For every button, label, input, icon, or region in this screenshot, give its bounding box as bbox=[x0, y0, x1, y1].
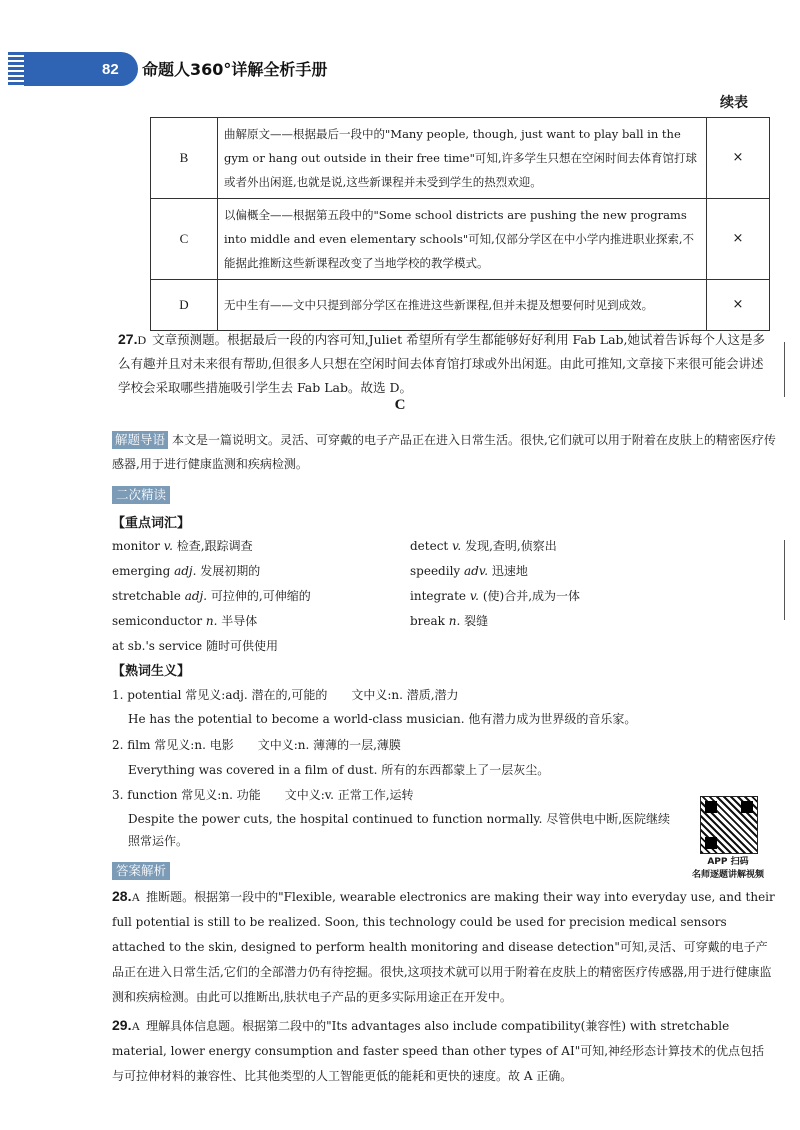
vocab-heading: 【重点词汇】 bbox=[112, 516, 191, 531]
meaning-head: 3. function 常见义:n. 功能 文中义:v. 正常工作,运转 bbox=[112, 788, 414, 802]
margin-rule bbox=[784, 540, 785, 620]
question-answer: A bbox=[131, 1019, 141, 1033]
question-number: 28. bbox=[112, 888, 132, 904]
book-title: 命题人360°详解全析手册 bbox=[142, 60, 328, 79]
question-answer: D bbox=[137, 333, 147, 347]
vocab-item: detect v. 发现,查明,侦察出 bbox=[410, 539, 557, 553]
meaning-example: Everything was covered in a film of dust. 所有的东西都蒙上了一层灰尘。 bbox=[128, 763, 550, 777]
vocab-item: speedily adv. 迅速地 bbox=[410, 564, 528, 578]
question-explanation: 理解具体信息题。根据第二段中的"Its advantages also include compatibility(兼容性) with stretchable material, lower energy consumption and faster speed than other types of AI"可知,神经形态计算技术的优点包括与可拉伸材料的兼容性、比其他类型的人工智能更低的能耗和更快的速度。故 A 正确。 bbox=[112, 1019, 765, 1083]
question-explanation: 文章预测题。根据最后一段的内容可知,Juliet 希望所有学生都能够好好利用 Fab Lab,她试着告诉每个人这是多么有趣并且对未来很有帮助,但很多人只想在空闲时间去体育馆打球或外出闲逛。由此可推知,文章接下来很可能会讲述学校会采取哪些措施吸引学生去 Fab Lab。故选 D。 bbox=[118, 332, 766, 395]
page-number: 82 bbox=[102, 61, 119, 78]
question-explanation: 推断题。根据第一段中的"Flexible, wearable electronics are making their way into everyday use, and their full potential is still to be realized. Soon, this technology could be used for precision medical sensors attached to the skin, designed to perform health monitoring and disease detection"可知,灵活、可穿戴的电子产品正在进入日常生活,它们的全部潜力仍有待挖掘。很快,这项技术就可以用于附着在皮肤上的精密医疗传感器,用于进行健康监测和疾病检测。由此可以推断出,肤状电子产品的更多实际用途正在开发中。 bbox=[112, 890, 775, 1004]
option-explanation: 曲解原文——根据最后一段中的"Many people, though, just want to play ball in the gym or hang out outside in their free time"可知,许多学生只想在空闲时间去体育馆打球或者外出闲逛,也就是说,这些新课程并未受到学生的热烈欢迎。 bbox=[218, 118, 707, 199]
guide-tag: 解题导语 bbox=[112, 431, 168, 449]
vocab-item: monitor v. 检查,跟踪调查 bbox=[112, 539, 253, 553]
meaning-example: Despite the power cuts, the hospital continued to function normally. 尽管供电中断,医院继续照常运作。 bbox=[128, 812, 671, 848]
option-explanation: 以偏概全——根据第五段中的"Some school districts are pushing the new programs into middle and even elementary schools"可知,仅部分学区在中小学内推进职业探索,不能据此推断这些新课程改变了当地学校的教学模式。 bbox=[218, 199, 707, 280]
question-number: 27. bbox=[118, 331, 138, 347]
option-letter: B bbox=[151, 118, 218, 199]
guide-text: 本文是一篇说明文。灵活、可穿戴的电子产品正在进入日常生活。很快,它们就可以用于附着在皮肤上的精密医疗传感器,用于进行健康监测和疾病检测。 bbox=[112, 433, 776, 471]
question-29-analysis bbox=[112, 1013, 776, 1089]
meaning-example: He has the potential to become a world-class musician. 他有潜力成为世界级的音乐家。 bbox=[128, 712, 637, 726]
wrong-mark: × bbox=[707, 118, 770, 199]
option-explanation: 无中生有——文中只提到部分学区在推进这些新课程,但并未提及想要何时见到成效。 bbox=[218, 280, 707, 331]
vocab-item: stretchable adj. 可拉伸的,可伸缩的 bbox=[112, 589, 311, 603]
vocab-item: break n. 裂缝 bbox=[410, 614, 489, 628]
table-continued-label: 续表 bbox=[720, 95, 748, 111]
vocab-item: emerging adj. 发展初期的 bbox=[112, 564, 261, 578]
section-title: C bbox=[394, 397, 406, 413]
option-letter: D bbox=[151, 280, 218, 331]
bar-stripes bbox=[8, 52, 24, 86]
vocab-item: semiconductor n. 半导体 bbox=[112, 614, 258, 628]
question-27-analysis bbox=[118, 327, 774, 400]
wrong-mark: × bbox=[707, 280, 770, 331]
qr-code-icon[interactable] bbox=[700, 796, 758, 854]
answer-analysis-tag: 答案解析 bbox=[112, 862, 170, 880]
question-28-analysis bbox=[112, 884, 776, 1010]
option-analysis-table bbox=[150, 117, 770, 331]
table-row bbox=[151, 280, 770, 331]
margin-rule bbox=[784, 342, 785, 397]
meaning-head: 1. potential 常见义:adj. 潜在的,可能的 文中义:n. 潜质,潜力 bbox=[112, 688, 459, 702]
vocab-item: integrate v. (使)合并,成为一体 bbox=[410, 589, 581, 603]
second-read-tag: 二次精读 bbox=[112, 486, 170, 504]
vocab-phrase: at sb.'s service 随时可供使用 bbox=[112, 639, 278, 653]
table-row bbox=[151, 118, 770, 199]
wrong-mark: × bbox=[707, 199, 770, 280]
option-letter: C bbox=[151, 199, 218, 280]
meaning-head: 2. film 常见义:n. 电影 文中义:n. 薄薄的一层,薄膜 bbox=[112, 738, 401, 752]
qr-caption: APP 扫码 名师逐题讲解视频 bbox=[691, 857, 764, 880]
question-answer: A bbox=[131, 890, 141, 904]
meaning-heading: 【熟词生义】 bbox=[112, 664, 191, 679]
question-number: 29. bbox=[112, 1017, 132, 1033]
table-row bbox=[151, 199, 770, 280]
passage-guide bbox=[112, 428, 776, 476]
